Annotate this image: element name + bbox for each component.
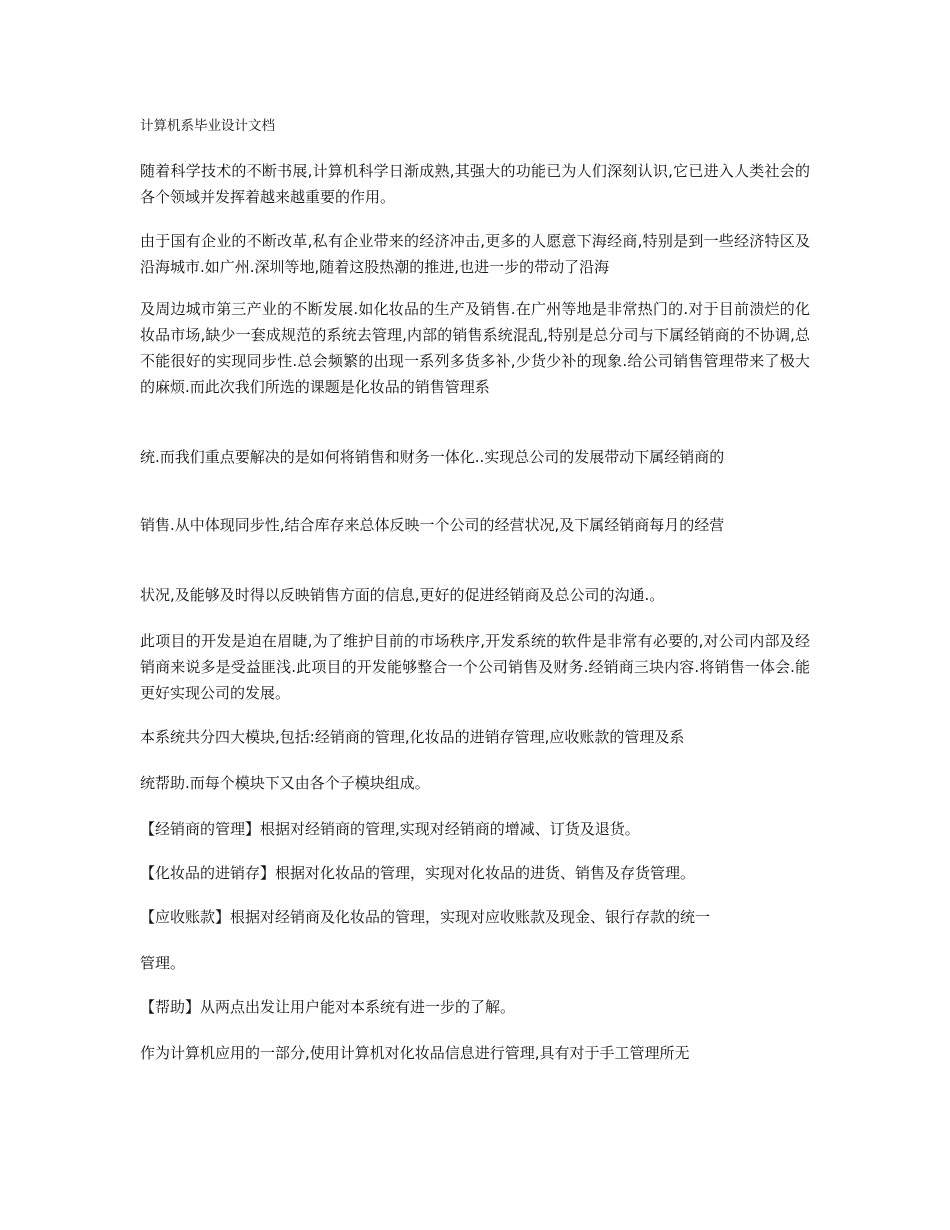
paragraph-intro: 随着科学技术的不断书展,计算机科学日渐成熟,其强大的功能已为人们深刻认识,它已进入人类社会的各个领域并发挥着越来越重要的作用。: [140, 162, 810, 206]
paragraph-sales: 销售.从中体现同步性,结合库存来总体反映一个公司的经营状况,及下属经销商每月的经营: [140, 516, 725, 534]
paragraph-module-dealer: 【经销商的管理】根据对经销商的管理,实现对经销商的增减、订货及退货。: [140, 820, 640, 838]
paragraph-module-inventory: 【化妆品的进销存】根据对化妆品的管理，实现对化妆品的进货、销售及存货管理。: [140, 864, 696, 882]
document-page: [140, 0, 810, 1230]
paragraph-reform: 由于国有企业的不断改革,私有企业带来的经济冲击,更多的人愿意下海经商,特别是到一些经济特区及沿海城市.如广州.深圳等地,随着这股热潮的推进,也进一步的带动了沿海: [140, 232, 810, 276]
paragraph-module-help: 【帮助】从两点出发让用户能对本系统有进一步的了解。: [140, 998, 516, 1016]
paragraph-status: 状况,及能够及时得以反映销售方面的信息,更好的促进经销商及总公司的沟通.。: [140, 586, 665, 604]
paragraph-modules-cont: 统帮助.而每个模块下又由各个子模块组成。: [140, 774, 430, 792]
paragraph-goal: 统.而我们重点要解决的是如何将销售和财务一体化..实现总公司的发展带动下属经销商的: [140, 448, 725, 466]
paragraph-project-urgency: 此项目的开发是迫在眉睫,为了维护目前的市场秩序,开发系统的软件是非常有必要的,对公司内部及经销商来说多是受益匪浅.此项目的开发能够整合一个公司销售及财务.经销商三块内容.将销售一体会.能更好实现公司的发展。: [140, 632, 810, 702]
paragraph-modules: 本系统共分四大模块,包括:经销商的管理,化妆品的进销存管理,应收账款的管理及系: [140, 728, 685, 746]
paragraph-module-receivables-cont: 管理。: [140, 954, 186, 972]
paragraph-module-receivables: 【应收账款】根据对经销商及化妆品的管理，实现对应收账款及现金、银行存款的统一: [140, 908, 711, 926]
paragraph-computer-application: 作为计算机应用的一部分,使用计算机对化妆品信息进行管理,具有对于手工管理所无: [140, 1044, 690, 1062]
paragraph-cosmetics-market: 及周边城市第三产业的不断发展.如化妆品的生产及销售.在广州等地是非常热门的.对于目前溃烂的化妆品市场,缺少一套成规范的系统去管理,内部的销售系统混乱,特别是总分司与下属经销商的不协调,总不能很好的实现同步性.总会频繁的出现一系列多货多补,少货少补的现象.给公司销售管理带来了极大的麻烦.而此次我们所选的课题是化妆品的销售管理系: [140, 300, 810, 396]
document-header: 计算机系毕业设计文档: [140, 118, 275, 134]
